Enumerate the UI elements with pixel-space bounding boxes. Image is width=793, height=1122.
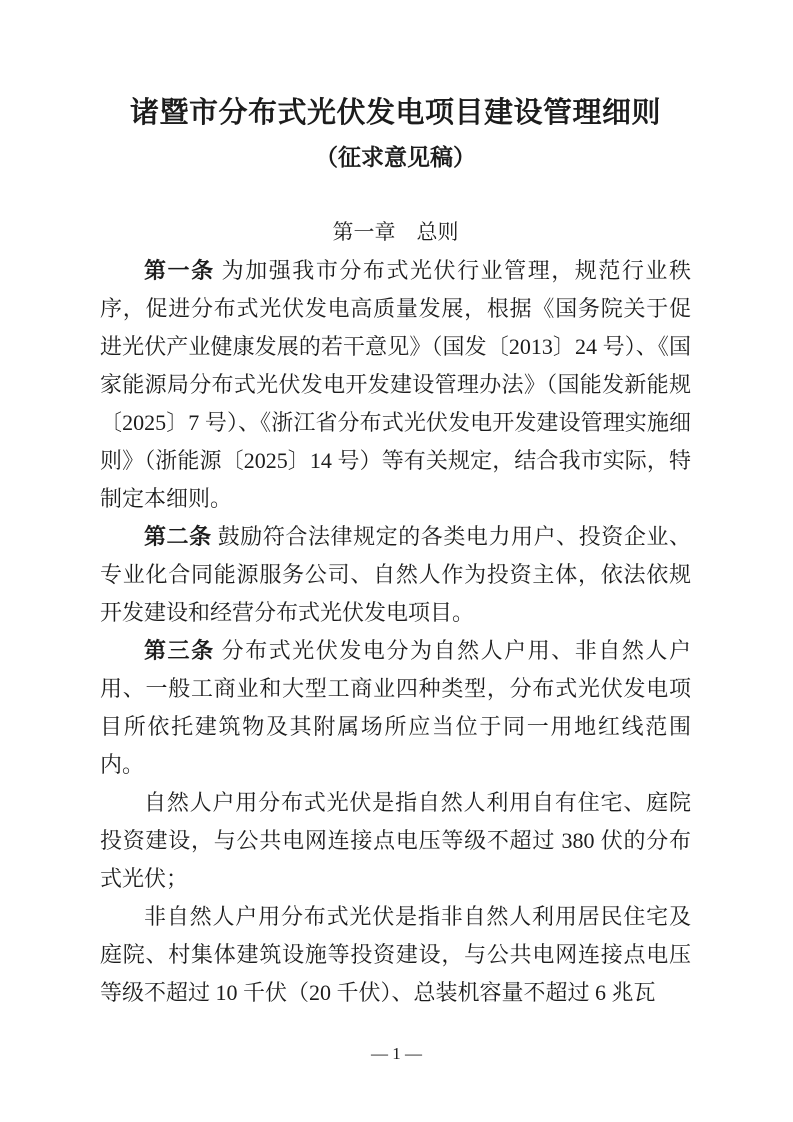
chapter-heading: 第一章 总则 [332,220,459,244]
non-natural-person-definition-text: 非自然人户用分布式光伏是指非自然人利用居民住宅及庭院、村集体建筑设施等投资建设，与公共电网连接点电压等级不超过 10 千伏（20 千伏）、总装机容量不超过 6 兆瓦 [100,904,691,1005]
article-3-text: 分布式光伏发电分为自然人户用、非自然人户用、一般工商业和大型工商业四种类型，分布式光伏发电项目所依托建筑物及其附属场所应当位于同一用地红线范围内。 [100,638,691,777]
natural-person-definition-text: 自然人户用分布式光伏是指自然人利用自有住宅、庭院投资建设，与公共电网连接点电压等级不超过 380 伏的分布式光伏； [100,790,691,891]
paragraph-non-natural-person-definition [100,898,691,1012]
article-2-number: 第二条 [144,524,218,549]
article-3-number: 第三条 [144,638,222,663]
paragraph-natural-person-definition [100,784,691,898]
page-number: — 1 — [371,1044,422,1063]
paragraph-article-1 [100,252,691,518]
article-2-text: 鼓励符合法律规定的各类电力用户、投资企业、专业化合同能源服务公司、自然人作为投资主体，依法依规开发建设和经营分布式光伏发电项目。 [100,524,691,625]
document-title: 诸暨市分布式光伏发电项目建设管理细则 [129,97,661,129]
article-1-number: 第一条 [144,258,222,283]
paragraph-article-2 [100,518,691,632]
document-subtitle: （征求意见稿） [315,145,476,170]
paragraph-article-3 [100,632,691,784]
article-1-text: 为加强我市分布式光伏行业管理，规范行业秩序，促进分布式光伏发电高质量发展，根据《国务院关于促进光伏产业健康发展的若干意见》（国发〔2013〕24 号）、《国家能源局分布式光伏发电开发建设管理办法》（国能发新能规〔2025〕7 号）、《浙江省分布式光伏发电开发建设管理实施细则》（浙能源〔2025〕14 号）等有关规定，结合我市实际，特制定本细则。 [100,258,691,511]
